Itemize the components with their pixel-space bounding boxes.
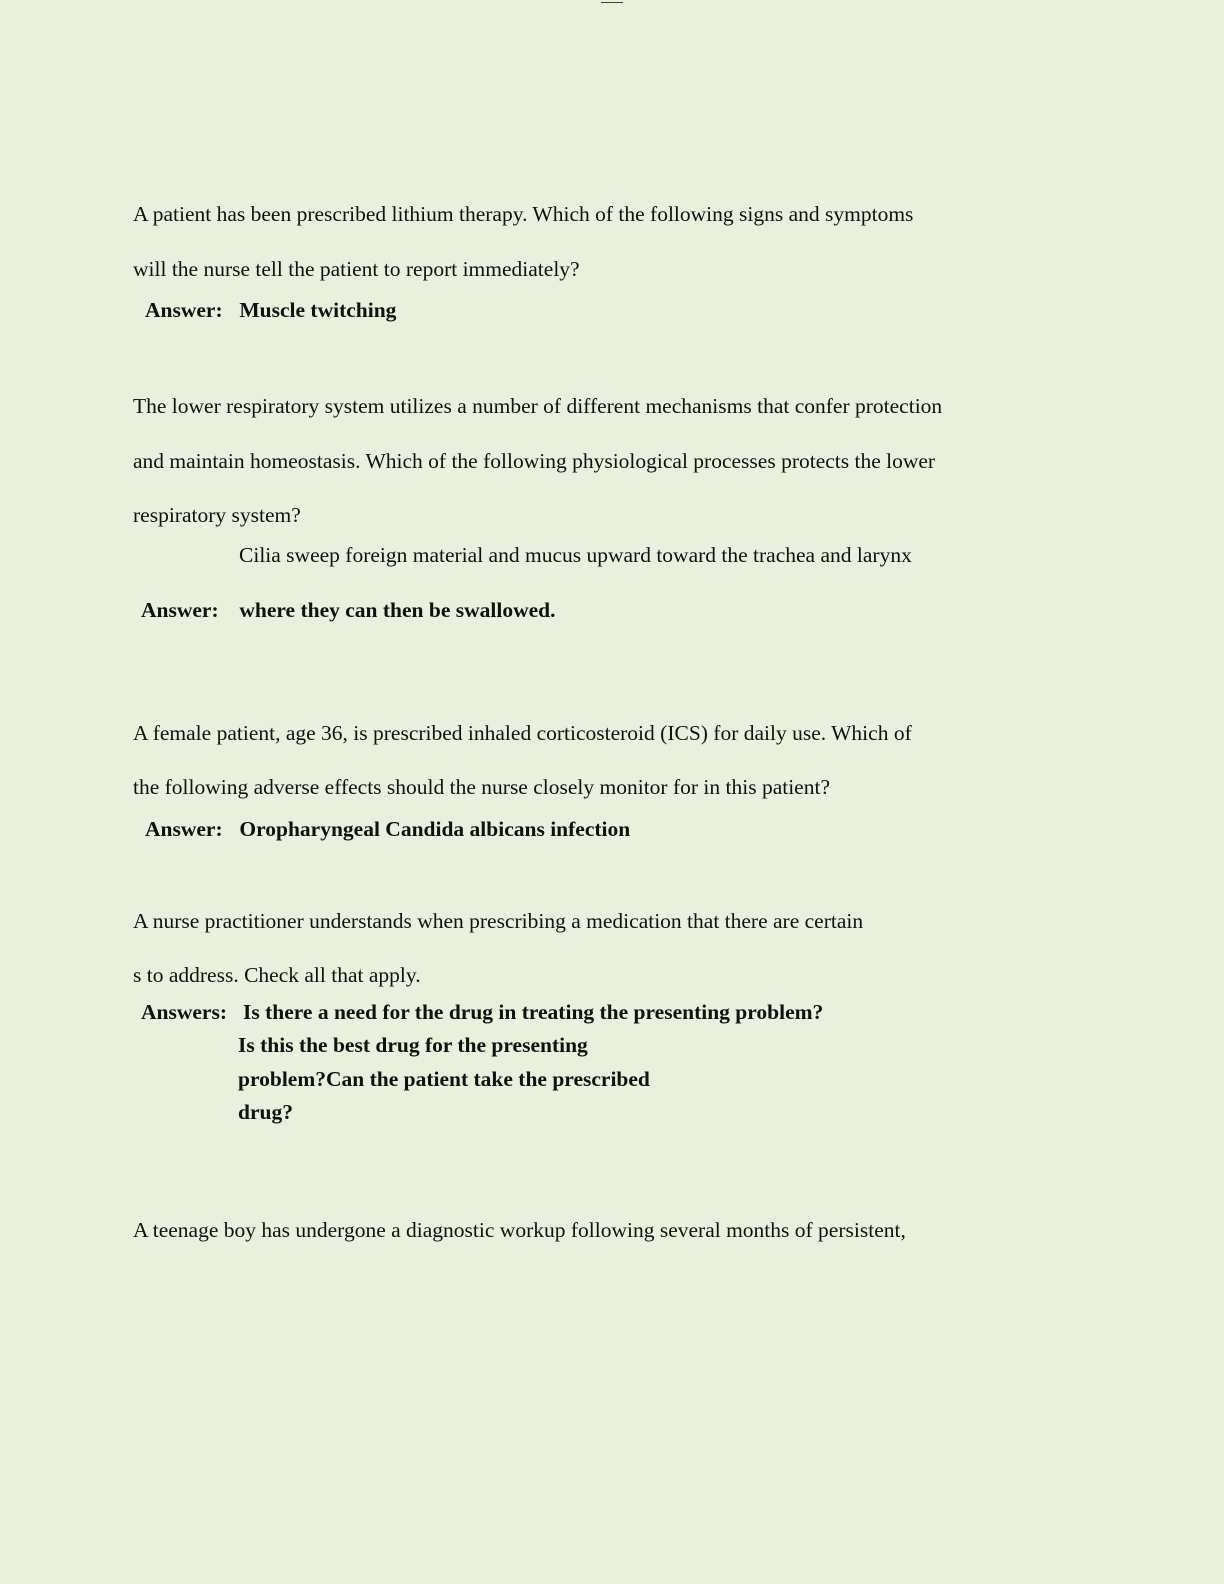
question-2-line-3: respiratory system? (133, 503, 301, 527)
question-4-answer-label: Answers: (141, 1000, 227, 1024)
answer-text: Oropharyngeal Candida albicans infection (239, 817, 631, 841)
question-4-answer-line-4: drug? (238, 1100, 293, 1124)
question-4-answer-line-1: Is there a need for the drug in treating the presenting problem? (243, 1000, 824, 1024)
answer-label: Answer: (145, 298, 223, 322)
answer-label: Answer: (145, 817, 223, 841)
question-4-line-2: s to address. Check all that apply. (133, 963, 421, 987)
question-2-answer (141, 597, 556, 623)
question-2-pre-answer: Cilia sweep foreign material and mucus upward toward the trachea and larynx (239, 543, 912, 567)
question-4-line-1: A nurse practitioner understands when prescribing a medication that there are certain (133, 909, 864, 933)
question-1-line-2: will the nurse tell the patient to report immediately? (133, 257, 580, 281)
question-2-line-2: and maintain homeostasis. Which of the following physiological processes protects the lower (133, 449, 936, 473)
question-3-line-1: A female patient, age 36, is prescribed inhaled corticosteroid (ICS) for daily use. Which of (133, 721, 912, 745)
answer-text: Muscle twitching (239, 298, 397, 322)
answer-label: Answer: (141, 598, 219, 622)
question-3-line-2: the following adverse effects should the nurse closely monitor for in this patient? (133, 775, 830, 799)
question-2-line-1: The lower respiratory system utilizes a number of different mechanisms that confer protection (133, 394, 943, 418)
question-5-line-1: A teenage boy has undergone a diagnostic workup following several months of persistent, (133, 1218, 906, 1242)
question-1-answer (145, 297, 396, 323)
question-1-line-1: A patient has been prescribed lithium therapy. Which of the following signs and symptoms (133, 202, 914, 226)
question-3-answer (145, 816, 630, 842)
question-4-answer-line-2: Is this the best drug for the presenting (238, 1033, 588, 1057)
header-mark (601, 0, 623, 3)
question-4-answer-line-3: problem?Can the patient take the prescribed (238, 1067, 650, 1091)
answer-text: where they can then be swallowed. (239, 598, 556, 622)
